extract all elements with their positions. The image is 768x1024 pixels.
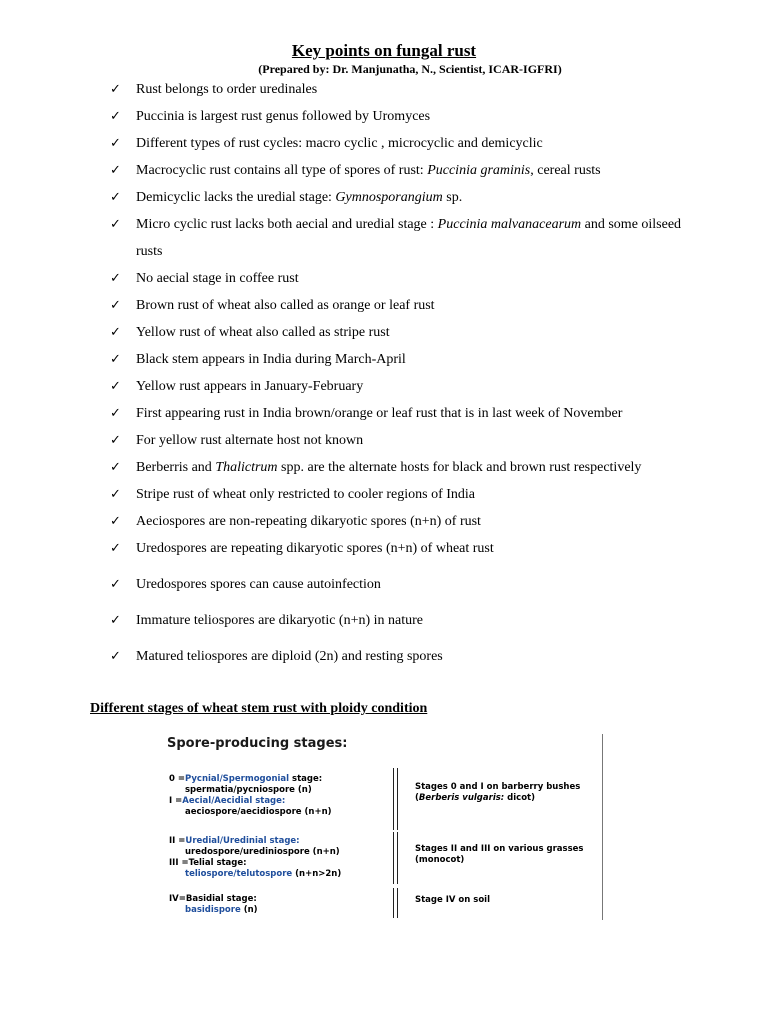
list-item: ✓ Berberris and Thalictrum spp. are the alternate hosts for black and brown rust respectively (110, 454, 710, 481)
list-item: ✓ Immature teliospores are dikaryotic (n+n) in nature (110, 607, 710, 634)
list-item: ✓ Matured teliospores are diploid (2n) and resting spores (110, 643, 710, 670)
check-mark-icon: ✓ (110, 577, 121, 592)
note-soil: Stage IV on soil (415, 895, 491, 905)
key-points-list (110, 76, 710, 670)
figure-title: Spore-producing stages: (167, 736, 348, 751)
divider-bar (393, 832, 398, 884)
list-item: ✓ Yellow rust of wheat also called as stripe rust (110, 319, 710, 346)
check-mark-icon: ✓ (110, 82, 121, 97)
list-item: ✓ Yellow rust appears in January-February (110, 373, 710, 400)
list-item: ✓ Micro cyclic rust lacks both aecial and uredial stage : Puccinia malvanacearum and some oilseed rusts (110, 211, 710, 265)
check-mark-icon: ✓ (110, 190, 121, 205)
note-grasses: Stages II and III on various grasses (monocot) (415, 844, 584, 865)
list-item: ✓ For yellow rust alternate host not known (110, 427, 710, 454)
list-item: ✓ Uredospores are repeating dikaryotic spores (n+n) of wheat rust (110, 535, 710, 562)
note-barberry: Stages 0 and I on barberry bushes (Berberis vulgaris: dicot) (415, 782, 581, 803)
list-item: ✓ First appearing rust in India brown/orange or leaf rust that is in last week of November (110, 400, 710, 427)
check-mark-icon: ✓ (110, 487, 121, 502)
check-mark-icon: ✓ (110, 136, 121, 151)
check-mark-icon: ✓ (110, 271, 121, 286)
check-mark-icon: ✓ (110, 109, 121, 124)
list-item: ✓ Uredospores spores can cause autoinfection (110, 571, 710, 598)
section-heading: Different stages of wheat stem rust with ploidy condition (90, 701, 428, 716)
stage-4-block: IV=Basidial stage: basidispore (n) (169, 894, 258, 915)
list-item: ✓ Brown rust of wheat also called as orange or leaf rust (110, 292, 710, 319)
list-item: ✓ No aecial stage in coffee rust (110, 265, 710, 292)
check-mark-icon: ✓ (110, 649, 121, 664)
check-mark-icon: ✓ (110, 460, 121, 475)
list-item: ✓ Different types of rust cycles: macro cyclic , microcyclic and demicyclic (110, 130, 710, 157)
stage-0-1-block: 0 =Pycnial/Spermogonial stage: spermatia/pycniospore (n) I =Aecial/Aecidial stage: aeciospore/aecidiospore (n+n) (169, 774, 332, 817)
check-mark-icon: ✓ (110, 514, 121, 529)
check-mark-icon: ✓ (110, 325, 121, 340)
spore-stages-figure (163, 734, 603, 922)
list-item: ✓ Macrocyclic rust contains all type of spores of rust: Puccinia graminis, cereal rusts (110, 157, 710, 184)
list-item: ✓ Aeciospores are non-repeating dikaryotic spores (n+n) of rust (110, 508, 710, 535)
check-mark-icon: ✓ (110, 613, 121, 628)
check-mark-icon: ✓ (110, 217, 121, 232)
check-mark-icon: ✓ (110, 352, 121, 367)
check-mark-icon: ✓ (110, 379, 121, 394)
check-mark-icon: ✓ (110, 298, 121, 313)
list-item: ✓ Puccinia is largest rust genus followed by Uromyces (110, 103, 710, 130)
divider-bar (393, 888, 398, 918)
stage-2-3-block: II =Uredial/Uredinial stage: uredospore/urediniospore (n+n) III =Telial stage: teliospore/telutospore (n+n>2n) (169, 836, 342, 879)
figure-border (602, 734, 603, 920)
check-mark-icon: ✓ (110, 163, 121, 178)
list-item: ✓ Rust belongs to order uredinales (110, 76, 710, 103)
page-title: Key points on fungal rust (291, 41, 477, 60)
divider-bar (393, 768, 398, 830)
list-item: ✓ Black stem appears in India during March-April (110, 346, 710, 373)
check-mark-icon: ✓ (110, 541, 121, 556)
page-subtitle: (Prepared by: Dr. Manjunatha, N., Scientist, ICAR-IGFRI) (258, 62, 562, 76)
list-item: ✓ Demicyclic lacks the uredial stage: Gymnosporangium sp. (110, 184, 710, 211)
list-item: ✓ Stripe rust of wheat only restricted to cooler regions of India (110, 481, 710, 508)
check-mark-icon: ✓ (110, 406, 121, 421)
check-mark-icon: ✓ (110, 433, 121, 448)
